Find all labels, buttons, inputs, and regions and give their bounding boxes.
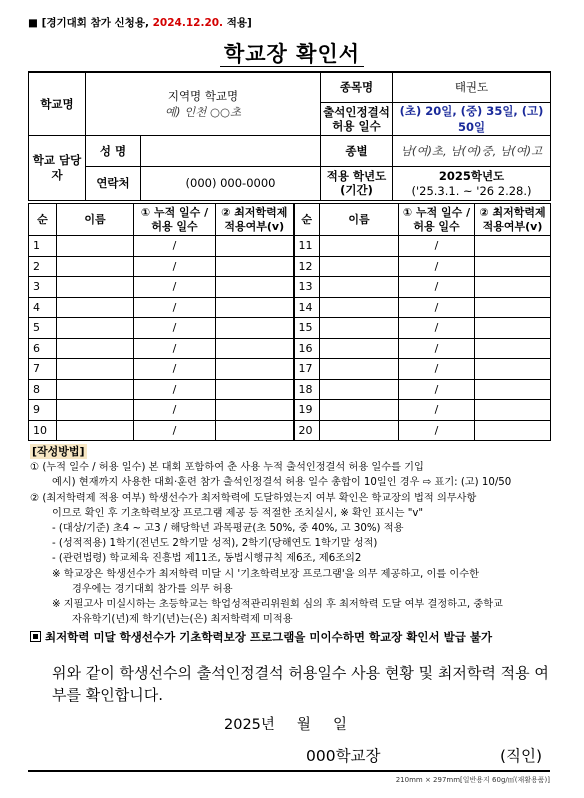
name-field[interactable]: [141, 135, 321, 166]
limit-label: 출석인정결석 허용 일수: [321, 102, 393, 135]
days-cell[interactable]: /: [134, 400, 216, 421]
col-minimum: ② 최저학력제 적용여부(v): [216, 204, 294, 236]
student-name-cell[interactable]: [57, 318, 134, 339]
minimum-check-cell[interactable]: [216, 256, 294, 277]
student-name-cell[interactable]: [57, 277, 134, 298]
row-number: 9: [29, 400, 57, 421]
student-name-cell-right[interactable]: [320, 338, 399, 359]
page-title: [0, 38, 584, 68]
minimum-check-cell[interactable]: [216, 236, 294, 257]
student-name-cell[interactable]: [57, 400, 134, 421]
student-name-cell[interactable]: [57, 256, 134, 277]
instruction-item1: ① (누적 일수 / 허용 일수) 본 대회 포함하여 춘 사용 누적 출석인정결석 허용 일수를 기입: [30, 462, 424, 474]
row-number: 6: [29, 338, 57, 359]
days-cell[interactable]: /: [134, 379, 216, 400]
days-cell-right[interactable]: /: [399, 359, 475, 380]
instructions: [30, 444, 552, 646]
school-label: 학교명: [29, 72, 86, 135]
row-number-right: 12: [294, 256, 320, 277]
days-cell[interactable]: /: [134, 277, 216, 298]
minimum-check-cell[interactable]: [216, 277, 294, 298]
days-cell-right[interactable]: /: [399, 338, 475, 359]
row-number-right: 18: [294, 379, 320, 400]
row-number: 2: [29, 256, 57, 277]
footer-divider: [28, 770, 550, 772]
minimum-check-cell[interactable]: [216, 420, 294, 441]
student-row: [29, 277, 551, 298]
checkbox-square-icon: [30, 631, 41, 642]
student-name-cell[interactable]: [57, 297, 134, 318]
row-number: 10: [29, 420, 57, 441]
minimum-check-cell-right[interactable]: [475, 277, 551, 298]
minimum-check-cell-right[interactable]: [475, 400, 551, 421]
row-number-right: 20: [294, 420, 320, 441]
student-name-cell[interactable]: [57, 359, 134, 380]
school-name-hint: 지역명 학교명: [167, 88, 239, 103]
header-note-suffix: 적용]: [223, 17, 252, 29]
gender-value[interactable]: 남(여)초, 남(여)중, 남(여)고: [393, 135, 551, 166]
days-cell[interactable]: /: [134, 420, 216, 441]
days-cell-right[interactable]: /: [399, 318, 475, 339]
student-name-cell-right[interactable]: [320, 400, 399, 421]
student-name-cell-right[interactable]: [320, 277, 399, 298]
minimum-check-cell-right[interactable]: [475, 420, 551, 441]
school-name-field[interactable]: [86, 72, 321, 135]
minimum-check-cell[interactable]: [216, 359, 294, 380]
minimum-check-cell-right[interactable]: [475, 379, 551, 400]
days-cell[interactable]: /: [134, 318, 216, 339]
contact-label: 연락처: [86, 166, 141, 200]
manager-label: 학교 담당자: [29, 135, 86, 200]
row-number: 7: [29, 359, 57, 380]
days-cell[interactable]: /: [134, 359, 216, 380]
minimum-check-cell-right[interactable]: [475, 256, 551, 277]
year-label: 적용 학년도 (기간): [321, 166, 393, 200]
instruction-item2-grades: - (성적적용) 1학기(전년도 2학기말 성적), 2학기(당해연도 1학기말 성적): [52, 538, 378, 550]
student-name-cell[interactable]: [57, 338, 134, 359]
year-field: [393, 166, 551, 200]
days-cell-right[interactable]: /: [399, 256, 475, 277]
info-table: [28, 71, 551, 201]
student-row: [29, 318, 551, 339]
col-days-right: ① 누적 일수 / 허용 일수: [399, 204, 475, 236]
row-number-right: 15: [294, 318, 320, 339]
minimum-check-cell-right[interactable]: [475, 297, 551, 318]
header-note: [28, 15, 252, 30]
header-note-prefix: ■ [경기대회 참가 신청용,: [28, 17, 153, 29]
instruction-item2-target: - (대상/기준) 초4 ~ 고3 / 해당학년 과목평균(초 50%, 중 40%, 고 30%) 적용: [52, 523, 404, 535]
minimum-check-cell[interactable]: [216, 379, 294, 400]
instructions-tag: [작성방법]: [32, 445, 85, 458]
student-name-cell[interactable]: [57, 420, 134, 441]
instruction-item2: ② (최저학력제 적용 여부) 학생선수가 최저학력에 도달하였는지 여부 확인은 학교장의 법적 의무사항: [30, 492, 477, 504]
date-month: 월: [296, 717, 311, 733]
sign-date: [224, 713, 369, 734]
student-table-header: [29, 204, 551, 236]
instruction-item1-example: 예시) 현재까지 사용한 대회·훈련 참가 출석인정결석 허용 일수 총합이 10일인 경우 ⇨ 표기: (고) 10/50: [52, 477, 512, 489]
student-row: [29, 297, 551, 318]
row-number-right: 16: [294, 338, 320, 359]
student-row: [29, 256, 551, 277]
row-number: 5: [29, 318, 57, 339]
header-note-date: 2024.12.20.: [152, 17, 224, 29]
row-number-right: 14: [294, 297, 320, 318]
row-number-right: 11: [294, 236, 320, 257]
days-cell-right[interactable]: /: [399, 277, 475, 298]
student-name-cell-right[interactable]: [320, 359, 399, 380]
student-row: [29, 236, 551, 257]
confirm-statement: 위와 같이 학생선수의 출석인정결석 허용일수 사용 현황 및 최저학력 적용 여부를 확인합니다.: [52, 664, 549, 704]
minimum-check-cell[interactable]: [216, 297, 294, 318]
gender-label: 종별: [321, 135, 393, 166]
year-period: ('25.3.1. ~ '26 2.28.): [411, 184, 532, 198]
student-name-cell-right[interactable]: [320, 318, 399, 339]
student-row: [29, 420, 551, 441]
instruction-note2: ※ 지필고사 미실시하는 초등학교는 학업성적관리위원회 심의 후 최저학력 도달 여부 결정하고, 중학교: [52, 599, 503, 611]
col-days: ① 누적 일수 / 허용 일수: [134, 204, 216, 236]
student-row: [29, 400, 551, 421]
instruction-note1: ※ 학교장은 학생선수가 최저학력 미달 시 '기초학력보장 프로그램'을 의무 제공하고, 이를 이수한: [52, 568, 479, 580]
col-seq-right: 순: [294, 204, 320, 236]
col-seq: 순: [29, 204, 57, 236]
days-cell-right[interactable]: /: [399, 297, 475, 318]
paper-spec: 210mm × 297mm[일반용지 60g/㎡(재활용품)]: [395, 776, 550, 784]
name-label: 성 명: [86, 135, 141, 166]
student-name-cell-right[interactable]: [320, 297, 399, 318]
student-name-cell-right[interactable]: [320, 420, 399, 441]
row-number-right: 19: [294, 400, 320, 421]
minimum-check-cell-right[interactable]: [475, 338, 551, 359]
minimum-check-cell-right[interactable]: [475, 359, 551, 380]
minimum-check-cell[interactable]: [216, 338, 294, 359]
col-name-right: 이름: [320, 204, 399, 236]
col-minimum-right: ② 최저학력제 적용여부(v): [475, 204, 551, 236]
school-signature: 000학교장: [306, 747, 381, 765]
row-number: 3: [29, 277, 57, 298]
contact-field[interactable]: (000) 000-0000: [141, 166, 321, 200]
student-row: [29, 379, 551, 400]
minimum-check-cell-right[interactable]: [475, 236, 551, 257]
days-cell[interactable]: /: [134, 256, 216, 277]
page-title-text: 학교장 확인서: [220, 42, 364, 67]
date-day: 일: [332, 717, 347, 733]
student-table: [28, 203, 551, 441]
student-name-cell-right[interactable]: [320, 256, 399, 277]
instruction-item2-law: - (관련법령) 학교체육 진흥법 제11조, 동법시행규칙 제6조, 제6조의2: [52, 553, 362, 565]
instruction-item2-cont: 이므로 확인 후 기초학력보장 프로그램 제공 등 적절한 조치실시, ※ 확인 표시는 "v": [52, 507, 424, 519]
minimum-check-cell-right[interactable]: [475, 318, 551, 339]
instruction-note1-cont: 경우에는 경기대회 참가를 의무 허용: [72, 583, 233, 595]
row-number-right: 13: [294, 277, 320, 298]
days-cell[interactable]: /: [134, 338, 216, 359]
row-number-right: 17: [294, 359, 320, 380]
school-example: 예) 인천 ○○초: [164, 104, 242, 119]
limit-value: (초) 20일, (중) 35일, (고) 50일: [393, 102, 551, 135]
row-number: 8: [29, 379, 57, 400]
student-name-cell-right[interactable]: [320, 236, 399, 257]
days-cell-right[interactable]: /: [399, 236, 475, 257]
row-number: 4: [29, 297, 57, 318]
event-label: 종목명: [321, 72, 393, 102]
instruction-note2-cont: 자유학기(년)제 학기(년)는(은) 최저학력제 미적용: [72, 614, 293, 626]
student-name-cell[interactable]: [57, 236, 134, 257]
minimum-check-cell[interactable]: [216, 318, 294, 339]
days-cell[interactable]: /: [134, 236, 216, 257]
days-cell-right[interactable]: /: [399, 420, 475, 441]
year-value: 2025학년도: [438, 169, 505, 183]
minimum-check-cell[interactable]: [216, 400, 294, 421]
student-name-cell-right[interactable]: [320, 379, 399, 400]
days-cell[interactable]: /: [134, 297, 216, 318]
col-name: 이름: [57, 204, 134, 236]
student-row: [29, 359, 551, 380]
event-value[interactable]: 태권도: [393, 72, 551, 102]
row-number: 1: [29, 236, 57, 257]
warning-text: 최저학력 미달 학생선수가 기초학력보장 프로그램을 미이수하면 학교장 확인서 발급 불가: [45, 630, 493, 645]
date-year: 2025년: [224, 717, 275, 733]
days-cell-right[interactable]: /: [399, 400, 475, 421]
official-seal: (직인): [500, 747, 543, 765]
student-name-cell[interactable]: [57, 379, 134, 400]
days-cell-right[interactable]: /: [399, 379, 475, 400]
student-row: [29, 338, 551, 359]
